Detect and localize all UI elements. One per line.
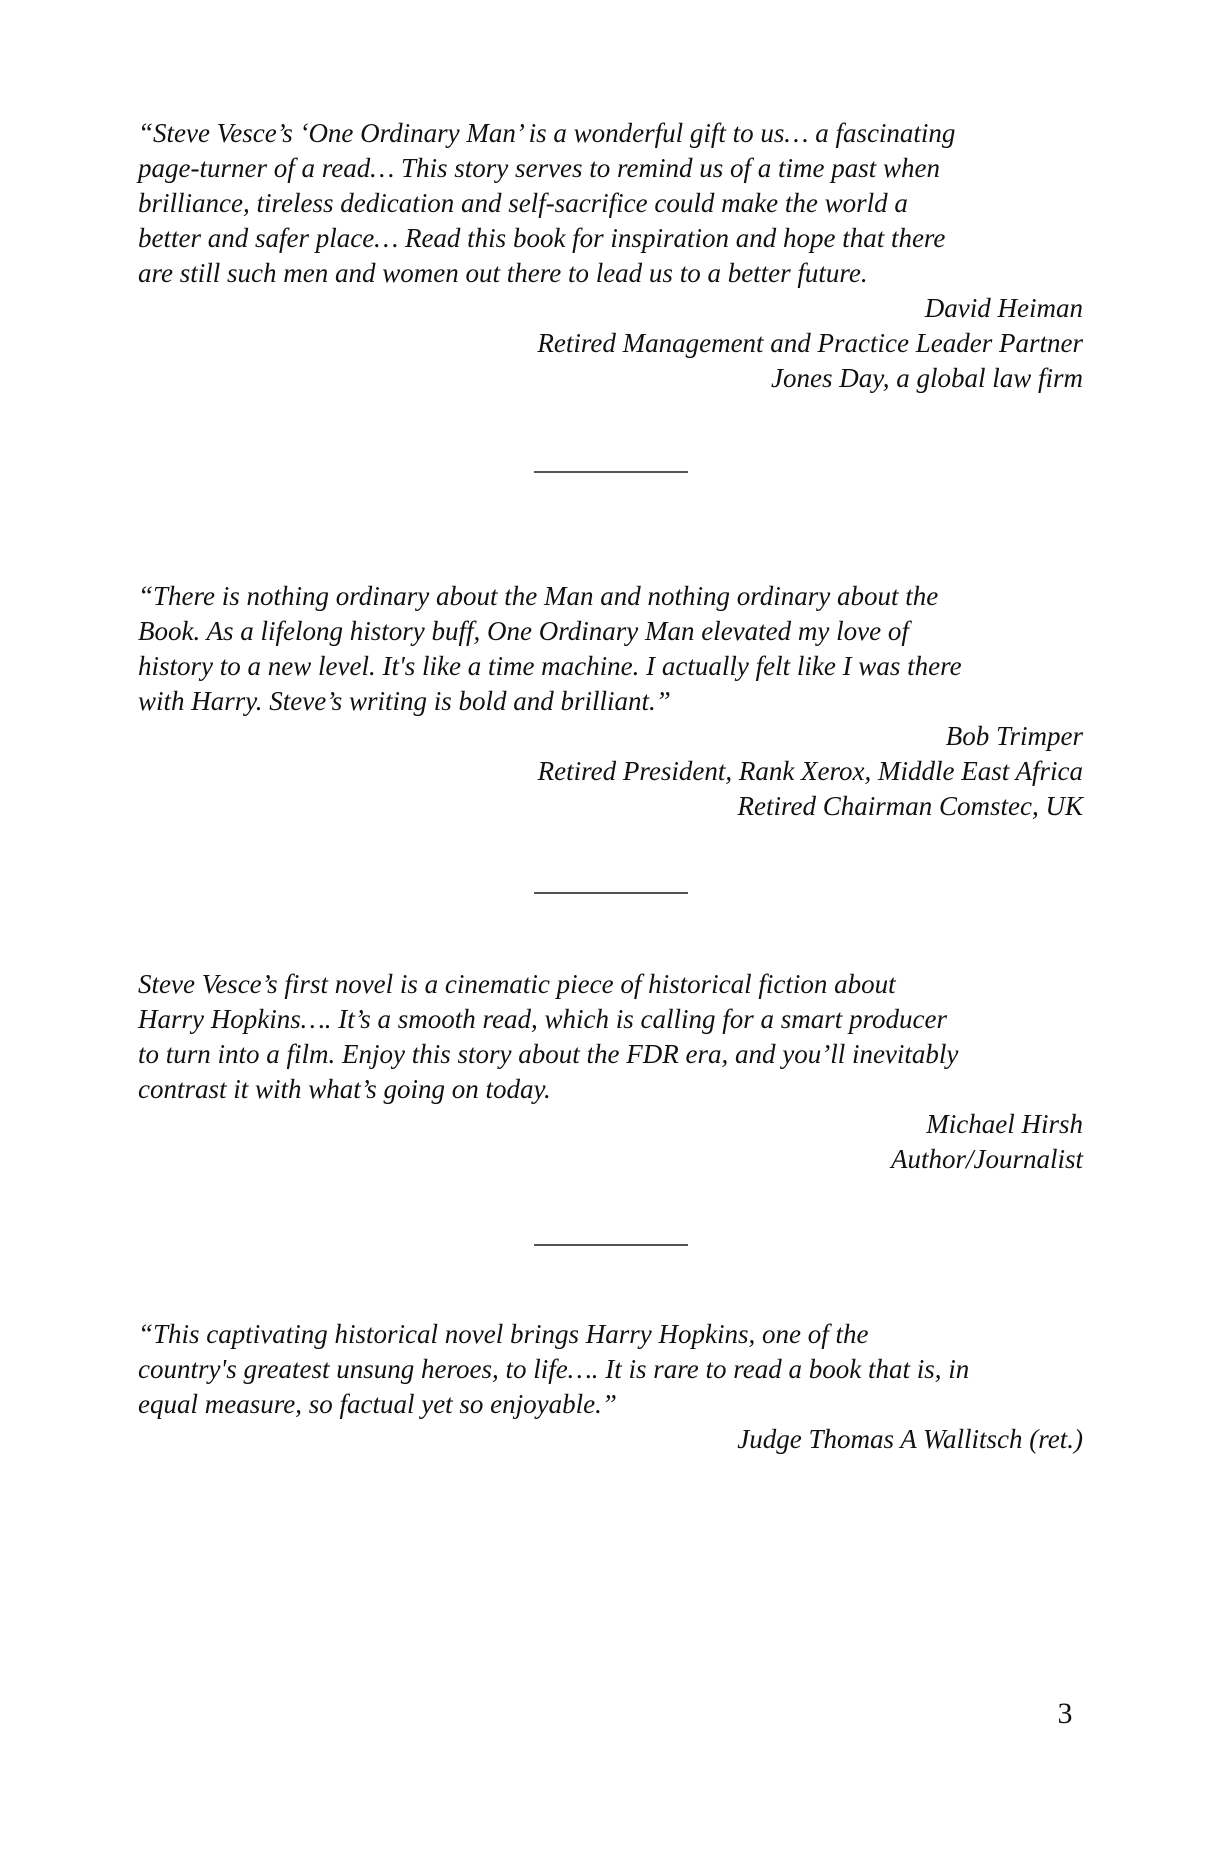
quote-line: Book. As a lifelong history buff, One Ordinary Man elevated my love of: [138, 616, 909, 646]
quote-line: Steve Vesce’s first novel is a cinematic piece of historical fiction about: [138, 969, 896, 999]
quote-line: page-turner of a read… This story serves to remind us of a time past when: [138, 153, 940, 183]
attribution-title: Author/Journalist: [890, 1144, 1083, 1174]
attribution-title: Retired Chairman Comstec, UK: [737, 791, 1083, 821]
quote-line: are still such men and women out there to lead us to a better future.: [138, 258, 868, 288]
attribution-name: Judge Thomas A Wallitsch (ret.): [737, 1424, 1083, 1454]
attribution-name: Michael Hirsh: [926, 1109, 1083, 1139]
quote-line: with Harry. Steve’s writing is bold and brilliant.”: [138, 686, 671, 716]
quote-line: country's greatest unsung heroes, to life…. It is rare to read a book that is, in: [138, 1354, 970, 1384]
quote-line: Harry Hopkins…. It’s a smooth read, which is calling for a smart producer: [138, 1004, 947, 1034]
attribution-title: Retired President, Rank Xerox, Middle East Africa: [537, 756, 1083, 786]
page-number: 3: [1057, 1697, 1073, 1730]
quote-line: better and safer place… Read this book for inspiration and hope that there: [138, 223, 946, 253]
endorsement-david-heiman: [138, 116, 1083, 396]
attribution-organization: Jones Day, a global law firm: [771, 363, 1083, 393]
endorsement-bob-trimper: [138, 579, 1083, 824]
section-divider: [534, 471, 688, 473]
quote-line: equal measure, so factual yet so enjoyable.”: [138, 1389, 617, 1419]
quote-line: “Steve Vesce’s ‘One Ordinary Man’ is a wonderful gift to us… a fascinating: [138, 118, 956, 148]
endorsement-michael-hirsh: [138, 967, 1083, 1177]
quote-line: history to a new level. It's like a time machine. I actually felt like I was there: [138, 651, 962, 681]
attribution-name: David Heiman: [924, 293, 1083, 323]
section-divider: [534, 892, 688, 894]
attribution-name: Bob Trimper: [945, 721, 1083, 751]
endorsement-thomas-wallitsch: [138, 1317, 1083, 1457]
quote-line: “This captivating historical novel brings Harry Hopkins, one of the: [138, 1319, 869, 1349]
quote-line: to turn into a film. Enjoy this story about the FDR era, and you’ll inevitably: [138, 1039, 959, 1069]
attribution-title: Retired Management and Practice Leader Partner: [537, 328, 1083, 358]
quote-line: brilliance, tireless dedication and self-sacrifice could make the world a: [138, 188, 908, 218]
section-divider: [534, 1244, 688, 1246]
quote-line: “There is nothing ordinary about the Man and nothing ordinary about the: [138, 581, 939, 611]
quote-line: contrast it with what’s going on today.: [138, 1074, 551, 1104]
